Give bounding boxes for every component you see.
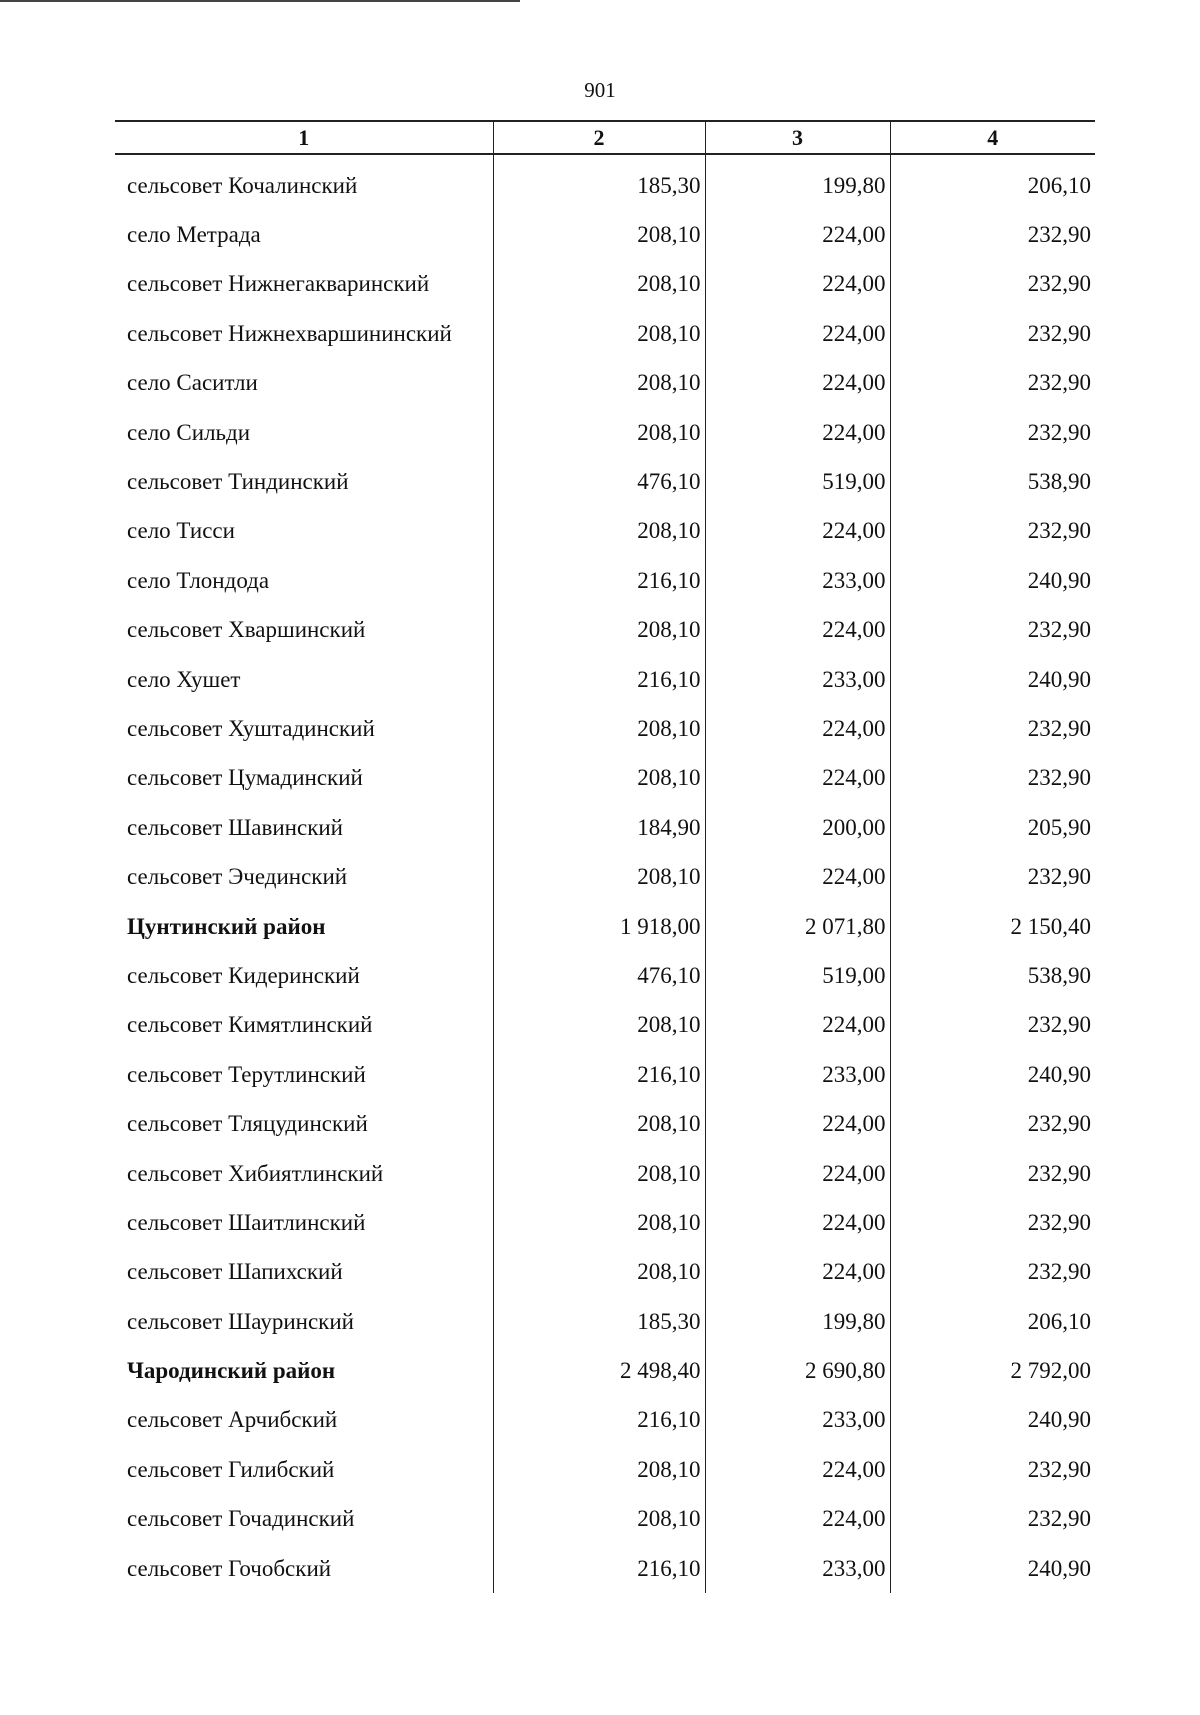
table-row bbox=[115, 556, 1095, 605]
value-cell-col2: 208,10 bbox=[493, 704, 705, 753]
column-header-3: 3 bbox=[705, 121, 890, 154]
table-row bbox=[115, 1099, 1095, 1148]
column-header-1: 1 bbox=[115, 121, 493, 154]
value-cell-col4: 206,10 bbox=[890, 154, 1095, 210]
row-name-cell: сельсовет Терутлинский bbox=[127, 1061, 366, 1087]
value-cell-col3: 224,00 bbox=[705, 1149, 890, 1198]
row-name-cell: сельсовет Кочалинский bbox=[127, 172, 358, 198]
table-row bbox=[115, 704, 1095, 753]
table-row bbox=[115, 260, 1095, 309]
value-cell-col2: 208,10 bbox=[493, 852, 705, 901]
value-cell-col4: 538,90 bbox=[890, 457, 1095, 506]
value-cell-col2: 208,10 bbox=[493, 1248, 705, 1297]
value-cell-col4: 240,90 bbox=[890, 1396, 1095, 1445]
row-name-cell: село Хушет bbox=[127, 666, 241, 692]
row-name-cell: село Тисси bbox=[127, 518, 235, 544]
value-cell-col2: 1 918,00 bbox=[493, 902, 705, 951]
value-cell-col2: 208,10 bbox=[493, 260, 705, 309]
page-number: 901 bbox=[584, 78, 616, 102]
row-name-cell: сельсовет Тляцудинский bbox=[127, 1111, 368, 1137]
row-name-cell: село Метрада bbox=[127, 222, 261, 248]
value-cell-col4: 232,90 bbox=[890, 754, 1095, 803]
table-row bbox=[115, 754, 1095, 803]
table-row bbox=[115, 1544, 1095, 1593]
value-cell-col4: 232,90 bbox=[890, 1149, 1095, 1198]
value-cell-col2: 208,10 bbox=[493, 754, 705, 803]
row-name-cell: сельсовет Шаитлинский bbox=[127, 1209, 366, 1235]
value-cell-col3: 233,00 bbox=[705, 1544, 890, 1593]
district-total-row bbox=[115, 1346, 1095, 1395]
table-row bbox=[115, 1445, 1095, 1494]
row-name-cell: сельсовет Хуштадинский bbox=[127, 715, 375, 741]
row-name-cell: сельсовет Арчибский bbox=[127, 1407, 338, 1433]
value-cell-col3: 224,00 bbox=[705, 1198, 890, 1247]
table-row bbox=[115, 655, 1095, 704]
table-row bbox=[115, 1198, 1095, 1247]
row-name-cell: сельсовет Эчединский bbox=[127, 864, 348, 890]
value-cell-col4: 232,90 bbox=[890, 606, 1095, 655]
value-cell-col4: 232,90 bbox=[890, 852, 1095, 901]
value-cell-col4: 240,90 bbox=[890, 556, 1095, 605]
row-name-cell: сельсовет Кимятлинский bbox=[127, 1012, 373, 1038]
value-cell-col2: 208,10 bbox=[493, 1495, 705, 1544]
table-row bbox=[115, 1050, 1095, 1099]
value-cell-col3: 224,00 bbox=[705, 408, 890, 457]
table-row bbox=[115, 1149, 1095, 1198]
value-cell-col2: 208,10 bbox=[493, 1001, 705, 1050]
row-name-cell: сельсовет Хваршинский bbox=[127, 617, 366, 643]
table-row bbox=[115, 951, 1095, 1000]
row-name-cell: сельсовет Хибиятлинский bbox=[127, 1160, 384, 1186]
value-cell-col3: 2 071,80 bbox=[705, 902, 890, 951]
value-cell-col4: 232,90 bbox=[890, 359, 1095, 408]
row-name-cell: сельсовет Тиндинский bbox=[127, 469, 349, 495]
table-row bbox=[115, 803, 1095, 852]
value-cell-col3: 224,00 bbox=[705, 606, 890, 655]
value-cell-col3: 224,00 bbox=[705, 704, 890, 753]
scan-edge-rule bbox=[0, 0, 520, 2]
row-name-cell: сельсовет Нижнегакваринский bbox=[127, 271, 430, 297]
value-cell-col3: 224,00 bbox=[705, 1001, 890, 1050]
value-cell-col2: 208,10 bbox=[493, 1149, 705, 1198]
row-name-cell: сельсовет Цумадинский bbox=[127, 765, 363, 791]
value-cell-col2: 476,10 bbox=[493, 457, 705, 506]
row-name-cell: село Тлондода bbox=[127, 567, 270, 593]
value-cell-col3: 200,00 bbox=[705, 803, 890, 852]
value-cell-col3: 224,00 bbox=[705, 1495, 890, 1544]
value-cell-col4: 232,90 bbox=[890, 507, 1095, 556]
value-cell-col4: 232,90 bbox=[890, 1001, 1095, 1050]
value-cell-col4: 232,90 bbox=[890, 1198, 1095, 1247]
value-cell-col2: 216,10 bbox=[493, 556, 705, 605]
value-cell-col4: 240,90 bbox=[890, 1544, 1095, 1593]
value-cell-col2: 208,10 bbox=[493, 1198, 705, 1247]
table-row bbox=[115, 1495, 1095, 1544]
value-cell-col3: 224,00 bbox=[705, 309, 890, 358]
row-name-cell: сельсовет Гочадинский bbox=[127, 1506, 355, 1532]
value-cell-col4: 232,90 bbox=[890, 309, 1095, 358]
value-cell-col2: 208,10 bbox=[493, 1445, 705, 1494]
table-row bbox=[115, 1297, 1095, 1346]
table-row bbox=[115, 309, 1095, 358]
value-cell-col2: 208,10 bbox=[493, 210, 705, 259]
value-cell-col3: 224,00 bbox=[705, 359, 890, 408]
row-name-cell: сельсовет Шавинский bbox=[127, 814, 343, 840]
table-row bbox=[115, 210, 1095, 259]
value-cell-col4: 232,90 bbox=[890, 1445, 1095, 1494]
value-cell-col2: 216,10 bbox=[493, 1544, 705, 1593]
header-row bbox=[115, 121, 1095, 154]
value-cell-col2: 2 498,40 bbox=[493, 1346, 705, 1395]
value-cell-col4: 232,90 bbox=[890, 1099, 1095, 1148]
value-cell-col3: 199,80 bbox=[705, 1297, 890, 1346]
table-row bbox=[115, 359, 1095, 408]
value-cell-col3: 199,80 bbox=[705, 154, 890, 210]
value-cell-col2: 208,10 bbox=[493, 359, 705, 408]
value-cell-col2: 216,10 bbox=[493, 1396, 705, 1445]
value-cell-col3: 233,00 bbox=[705, 556, 890, 605]
value-cell-col3: 233,00 bbox=[705, 1050, 890, 1099]
value-cell-col4: 2 150,40 bbox=[890, 902, 1095, 951]
row-name-cell: сельсовет Шауринский bbox=[127, 1308, 354, 1334]
value-cell-col3: 224,00 bbox=[705, 1248, 890, 1297]
row-name-cell: сельсовет Кидеринский bbox=[127, 962, 360, 988]
row-name-cell: сельсовет Шапихский bbox=[127, 1259, 343, 1285]
value-cell-col4: 232,90 bbox=[890, 1495, 1095, 1544]
value-cell-col2: 208,10 bbox=[493, 606, 705, 655]
value-cell-col4: 2 792,00 bbox=[890, 1346, 1095, 1395]
value-cell-col2: 476,10 bbox=[493, 951, 705, 1000]
table-row bbox=[115, 606, 1095, 655]
value-cell-col4: 232,90 bbox=[890, 210, 1095, 259]
value-cell-col4: 240,90 bbox=[890, 1050, 1095, 1099]
value-cell-col2: 208,10 bbox=[493, 309, 705, 358]
value-cell-col4: 232,90 bbox=[890, 1248, 1095, 1297]
table-row bbox=[115, 507, 1095, 556]
table-row bbox=[115, 852, 1095, 901]
value-cell-col3: 233,00 bbox=[705, 655, 890, 704]
value-cell-col4: 232,90 bbox=[890, 704, 1095, 753]
row-name-cell: Чародинский район bbox=[127, 1358, 336, 1384]
value-cell-col4: 538,90 bbox=[890, 951, 1095, 1000]
table-row bbox=[115, 154, 1095, 210]
value-cell-col3: 519,00 bbox=[705, 951, 890, 1000]
table-row bbox=[115, 1001, 1095, 1050]
row-name-cell: сельсовет Нижнехваршининский bbox=[127, 320, 452, 346]
value-cell-col3: 224,00 bbox=[705, 507, 890, 556]
value-cell-col3: 224,00 bbox=[705, 260, 890, 309]
table-body bbox=[115, 154, 1095, 1593]
district-total-row bbox=[115, 902, 1095, 951]
value-cell-col2: 216,10 bbox=[493, 655, 705, 704]
table-row bbox=[115, 457, 1095, 506]
value-cell-col3: 224,00 bbox=[705, 1445, 890, 1494]
row-name-cell: село Сильди bbox=[127, 419, 251, 445]
value-cell-col4: 240,90 bbox=[890, 655, 1095, 704]
value-cell-col2: 208,10 bbox=[493, 1099, 705, 1148]
value-cell-col4: 205,90 bbox=[890, 803, 1095, 852]
value-cell-col3: 224,00 bbox=[705, 754, 890, 803]
row-name-cell: сельсовет Гочобский bbox=[127, 1555, 332, 1581]
value-cell-col2: 184,90 bbox=[493, 803, 705, 852]
value-cell-col2: 185,30 bbox=[493, 154, 705, 210]
value-cell-col3: 233,00 bbox=[705, 1396, 890, 1445]
value-cell-col2: 208,10 bbox=[493, 408, 705, 457]
value-cell-col4: 206,10 bbox=[890, 1297, 1095, 1346]
table-row bbox=[115, 408, 1095, 457]
value-cell-col3: 224,00 bbox=[705, 1099, 890, 1148]
value-cell-col4: 232,90 bbox=[890, 260, 1095, 309]
value-cell-col3: 2 690,80 bbox=[705, 1346, 890, 1395]
value-cell-col2: 216,10 bbox=[493, 1050, 705, 1099]
data-table bbox=[115, 120, 1095, 1593]
column-header-2: 2 bbox=[493, 121, 705, 154]
row-name-cell: Цунтинский район bbox=[127, 913, 326, 939]
value-cell-col3: 519,00 bbox=[705, 457, 890, 506]
value-cell-col4: 232,90 bbox=[890, 408, 1095, 457]
row-name-cell: сельсовет Гилибский bbox=[127, 1456, 335, 1482]
row-name-cell: село Саситли bbox=[127, 370, 258, 396]
value-cell-col3: 224,00 bbox=[705, 852, 890, 901]
value-cell-col2: 185,30 bbox=[493, 1297, 705, 1346]
value-cell-col2: 208,10 bbox=[493, 507, 705, 556]
column-header-4: 4 bbox=[890, 121, 1095, 154]
table-row bbox=[115, 1396, 1095, 1445]
value-cell-col3: 224,00 bbox=[705, 210, 890, 259]
table-row bbox=[115, 1248, 1095, 1297]
